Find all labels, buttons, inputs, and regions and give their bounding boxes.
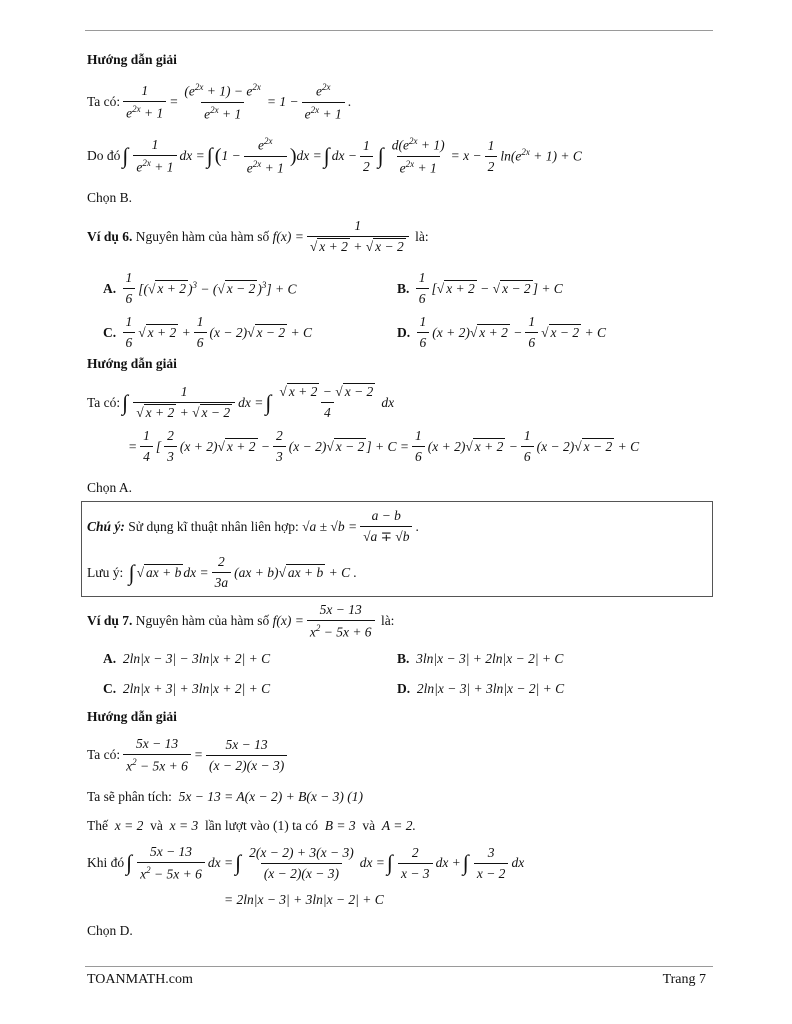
s1-answer: Chọn B.	[87, 190, 133, 205]
s2-ta-co-line: Ta có: ∫ $\frac{1}{√ x + 2 + √ x - 2}$ dx = ∫ $\frac{√ x + 2 - √ x - 2}{4}$ dx	[87, 384, 395, 420]
s3-ta-co-line: Ta có: $\frac{5x - 13}{x^2 - 5x + 6}$ = $\frac{5x - 13}{(x - 2)(x - 3)}$	[87, 736, 290, 775]
example-6-la: là:	[415, 228, 429, 244]
example-7-option-c[interactable]: C. 2ln|x + 3| + 3ln|x + 2| + C	[103, 681, 271, 696]
solution-heading-3: Hướng dẫn giải	[87, 709, 177, 724]
note2-label: Lưu ý:	[87, 564, 124, 580]
s1-do-do: Do đó	[87, 148, 121, 163]
s2-step-line: = $\frac{1}{4}$ [ $\frac{2}{3}$ (x + 2)√ x + 2 − $\frac{2}{3}$ (x − 2)√ x − 2 ] + C = $\frac{1}{6}$ (x + 2)√ x + 2 − $\frac{1}{6}$ (x − 2)√ x − 2 + C	[128, 428, 640, 464]
top-rule	[85, 30, 713, 31]
solution-heading-1: Hướng dẫn giải	[87, 52, 177, 67]
footer-site: TOANMATH.com	[87, 972, 193, 987]
s3-the-line: Thế x = 2 và x = 3 lần lượt vào (1) ta có B = 3 và A = 2.	[87, 818, 416, 833]
example-6-option-b[interactable]: B. $\frac{1}{6}$ [√ x + 2 − √ x − 2 ] + C	[397, 270, 563, 306]
s3-khi-do-line: Khi đó ∫ $\frac{5x - 13}{x^2 - 5x + 6}$ dx = ∫ $\frac{2(x - 2) + 3(x - 3)}{(x - 2)(x - 3)}$ dx = ∫ $\frac{2}{x - 3}$ dx + ∫ $\frac{3}{x - 2}$ dx	[87, 844, 525, 882]
example-7-option-a[interactable]: A. 2ln|x − 3| − 3ln|x + 2| + C	[103, 651, 271, 666]
example-6-question: Ví dụ 6. Nguyên hàm của hàm số f(x) = $\frac{1}{√ x + 2 + √ x - 2}$ là:	[87, 218, 429, 254]
note-text: Sử dụng kĩ thuật nhân liên hợp:	[128, 518, 299, 534]
solution-heading-2: Hướng dẫn giải	[87, 356, 177, 371]
s3-answer: Chọn D.	[87, 923, 133, 938]
example-7-question: Ví dụ 7. Nguyên hàm của hàm số f(x) = $\frac{5x - 13}{x^2 - 5x + 6}$ là:	[87, 602, 395, 640]
example-6-option-d[interactable]: D. $\frac{1}{6}$ (x + 2)√ x + 2 − $\frac{1}{6}$ √ x − 2 + C	[397, 314, 607, 350]
s3-phan-tich-line: Ta sẽ phân tích: 5x − 13 = A(x − 2) + B(x − 3) (1)	[87, 789, 364, 804]
note-line-1: Chú ý: Sử dụng kĩ thuật nhân liên hợp: √a ± √b = $\frac{a - b}{√a \mp √b}$ .	[87, 508, 419, 544]
note-label: Chú ý:	[87, 518, 125, 534]
example-7-option-b[interactable]: B. 3ln|x − 3| + 2ln|x − 2| + C	[397, 651, 564, 666]
note-line-2: Lưu ý: ∫ √ ax + b dx = $\frac{2}{3a}$ (ax + b)√ ax + b + C .	[87, 554, 357, 590]
footer-rule	[85, 966, 713, 967]
example-6-text: Nguyên hàm của hàm số	[135, 228, 270, 244]
example-7-label: Ví dụ 7.	[87, 613, 133, 629]
example-7-la: là:	[380, 613, 395, 629]
example-6-option-a[interactable]: A. $\frac{1}{6}$ [(√ x + 2 )$^3$ − (√ x − 2 )$^3$] + C	[103, 270, 297, 306]
s2-answer: Chọn A.	[87, 480, 133, 495]
example-6-option-c[interactable]: C. $\frac{1}{6}$ √ x + 2 + $\frac{1}{6}$ (x − 2)√ x − 2 + C	[103, 314, 313, 350]
example-6-label: Ví dụ 6.	[87, 228, 133, 244]
s3-result: = 2ln|x − 3| + 3ln|x − 2| + C	[224, 892, 384, 907]
s1-ta-co: Ta có:	[87, 94, 121, 109]
example-7-text: Nguyên hàm của hàm số	[135, 613, 270, 629]
s1-ta-co-line: Ta có: $\frac{1}{e^{2x} + 1}$ = $\frac{(e^{2x} + 1) - e^{2x}}{e^{2x} + 1}$ = 1 − $\frac{e^{2x}}{e^{2x} + 1}$ .	[87, 82, 352, 121]
s1-do-do-line: Do đó ∫ $\frac{1}{e^{2x} + 1}$ dx = ∫ ( 1 − $\frac{e^{2x}}{e^{2x} + 1}$ ) dx = ∫ dx − $\frac{1}{2}$ ∫ $\frac{d(e^{2x} + 1)}{e^{2x} + 1}$ = x − $\frac{1}{2}$ $\ln(e^{2x} + 1) + C$	[87, 136, 582, 175]
example-7-option-d[interactable]: D. 2ln|x − 3| + 3ln|x − 2| + C	[397, 681, 565, 696]
footer-page-number: Trang 7	[662, 972, 706, 987]
